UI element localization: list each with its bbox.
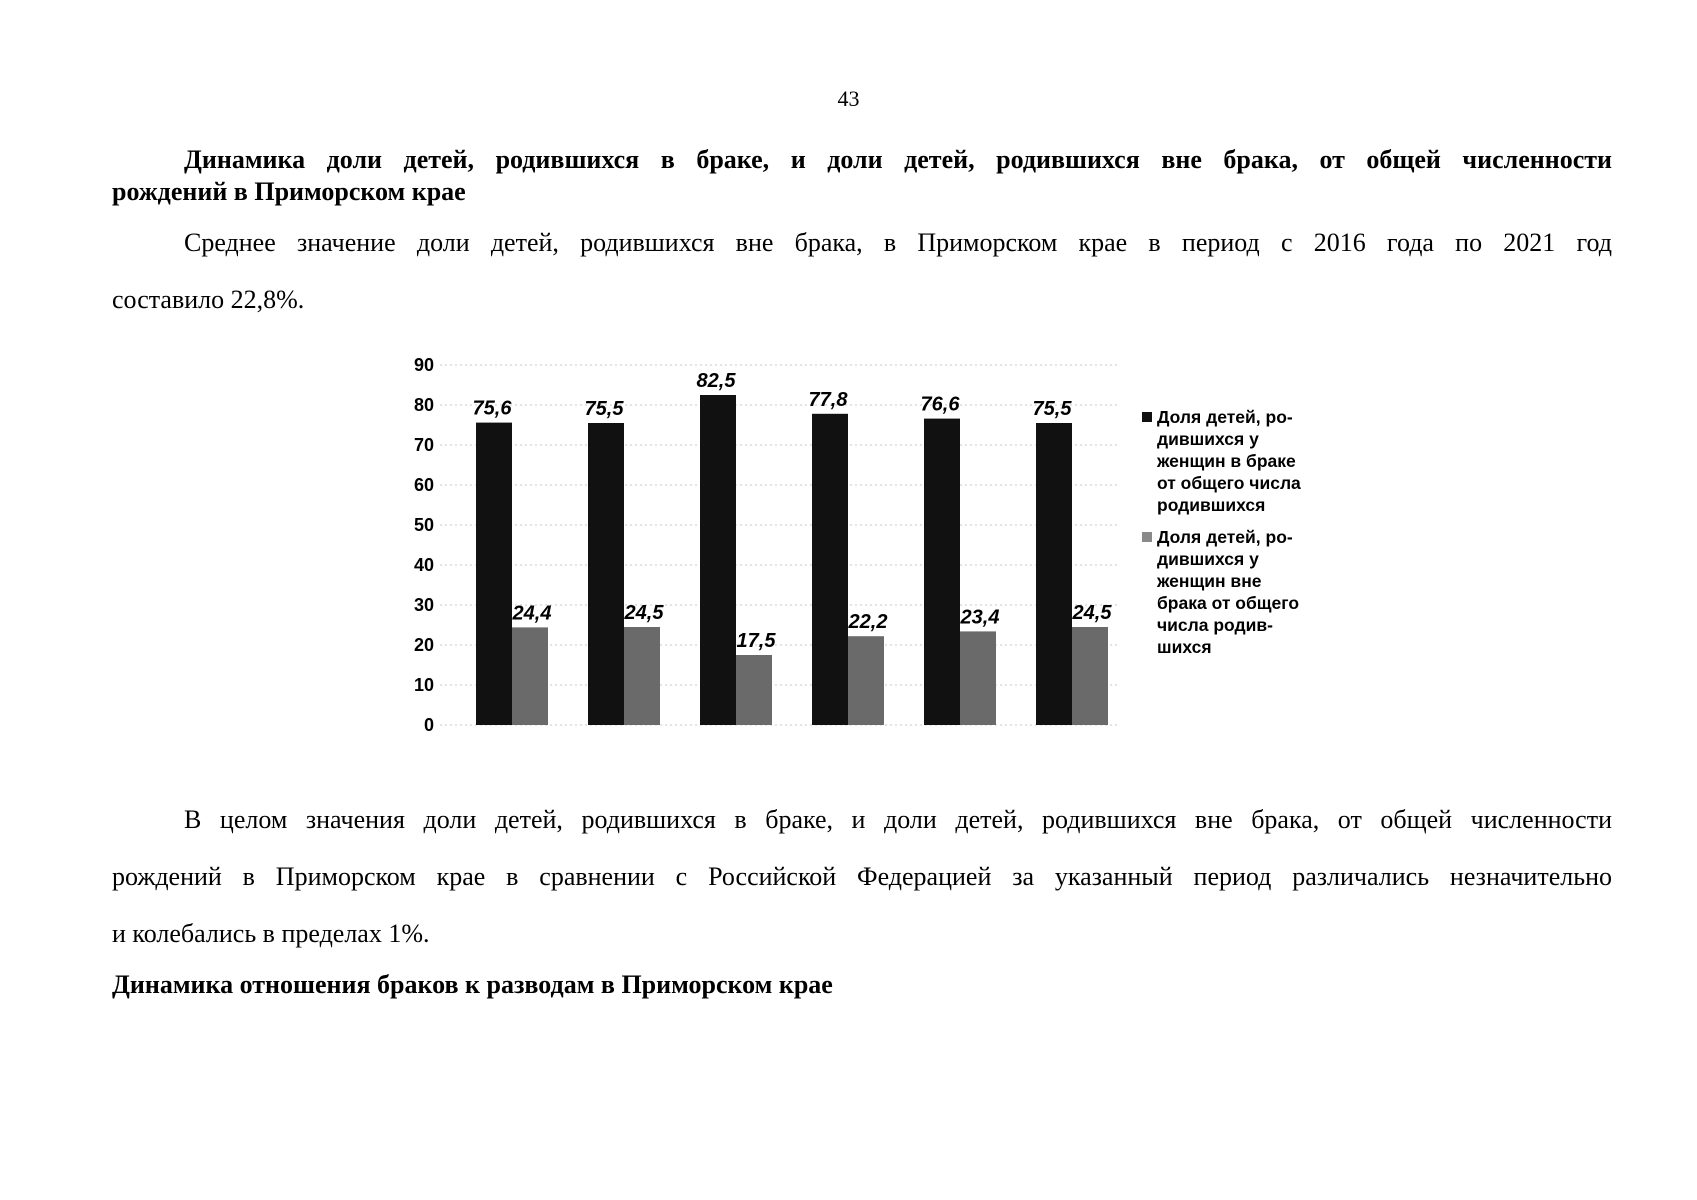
legend-text: женщин в браке (1157, 451, 1296, 471)
y-tick-label: 50 (413, 515, 434, 535)
legend-text: родившихся (1157, 495, 1266, 515)
legend-text: дившихся у (1157, 429, 1259, 449)
bar-data-label: 76,6 (920, 393, 960, 416)
bar-data-label: 22,2 (848, 611, 888, 634)
bar-in-marriage (588, 423, 624, 725)
bar-chart (400, 345, 1120, 735)
y-tick-label: 0 (423, 715, 434, 735)
y-tick-label: 20 (413, 635, 434, 655)
legend-item-in-marriage (1142, 406, 1342, 516)
legend-swatch-in-marriage (1142, 412, 1152, 422)
bar-out-of-marriage (1072, 627, 1108, 725)
legend-text: Доля детей, ро- (1157, 407, 1293, 427)
y-tick-label: 40 (413, 555, 434, 575)
bar-in-marriage (700, 395, 736, 725)
bar-in-marriage (812, 414, 848, 725)
y-tick-label: 80 (413, 395, 434, 415)
section-heading-line-2: рождений в Приморском крае (112, 177, 466, 206)
bar-data-label: 24,5 (1072, 602, 1112, 624)
bar-data-label: 24,5 (624, 602, 664, 624)
legend-swatch-out-of-marriage (1142, 532, 1152, 542)
bar-in-marriage (924, 419, 960, 725)
paragraph-2-line-1: В целом значения доли детей, родившихся в браке, и доли детей, родившихся вне брака, от общей численности (184, 805, 1612, 834)
bar-data-label: 17,5 (736, 630, 776, 652)
paragraph-1-line-1: Среднее значение доли детей, родившихся вне брака, в Приморском крае в период с 2016 года по 2021 год (184, 228, 1612, 257)
legend-text: брака от общего (1157, 593, 1300, 613)
bar-out-of-marriage (512, 627, 548, 725)
bar-data-label: 23,4 (960, 606, 1000, 629)
bar-out-of-marriage (848, 636, 884, 725)
y-tick-label: 10 (413, 675, 434, 695)
bar-data-label: 77,8 (808, 388, 848, 411)
legend-item-out-of-marriage (1142, 526, 1342, 658)
bar-data-labels (473, 370, 1113, 652)
bar-data-label: 75,5 (1032, 398, 1072, 420)
bar-in-marriage (476, 423, 512, 725)
y-tick-label: 90 (413, 355, 434, 375)
bar-data-label: 75,6 (472, 397, 512, 420)
legend-text: Доля детей, ро- (1157, 527, 1293, 547)
paragraph-2-line-3: и колебались в пределах 1%. (112, 919, 430, 948)
legend-text: женщин вне (1157, 571, 1262, 591)
legend-text: от общего числа (1157, 473, 1301, 493)
y-axis-ticks (414, 355, 434, 735)
section-heading-2: Динамика отношения браков к разводам в Приморском крае (112, 970, 833, 999)
y-tick-label: 70 (413, 435, 434, 455)
section-heading (112, 144, 1612, 208)
legend-text: числа родив- (1157, 615, 1273, 635)
bar-in-marriage (1036, 423, 1072, 725)
bar-data-label: 24,4 (512, 602, 552, 625)
legend-text: шихся (1157, 637, 1212, 657)
bar-out-of-marriage (624, 627, 660, 725)
bar-out-of-marriage (736, 655, 772, 725)
section-heading-line-1: Динамика доли детей, родившихся в браке, и доли детей, родившихся вне брака, от общей численности (184, 145, 1612, 174)
y-tick-label: 60 (413, 475, 434, 495)
bar-data-label: 82,5 (696, 370, 736, 392)
page-number: 43 (837, 86, 860, 111)
paragraph-1-line-2: составило 22,8%. (112, 285, 305, 314)
bar-out-of-marriage (960, 631, 996, 725)
paragraph-2-line-2: рождений в Приморском крае в сравнении с Российской Федерацией за указанный период различались незначительно (112, 862, 1612, 891)
bar-data-label: 75,5 (584, 398, 624, 420)
legend-text: дившихся у (1157, 549, 1259, 569)
y-tick-label: 30 (413, 595, 434, 615)
